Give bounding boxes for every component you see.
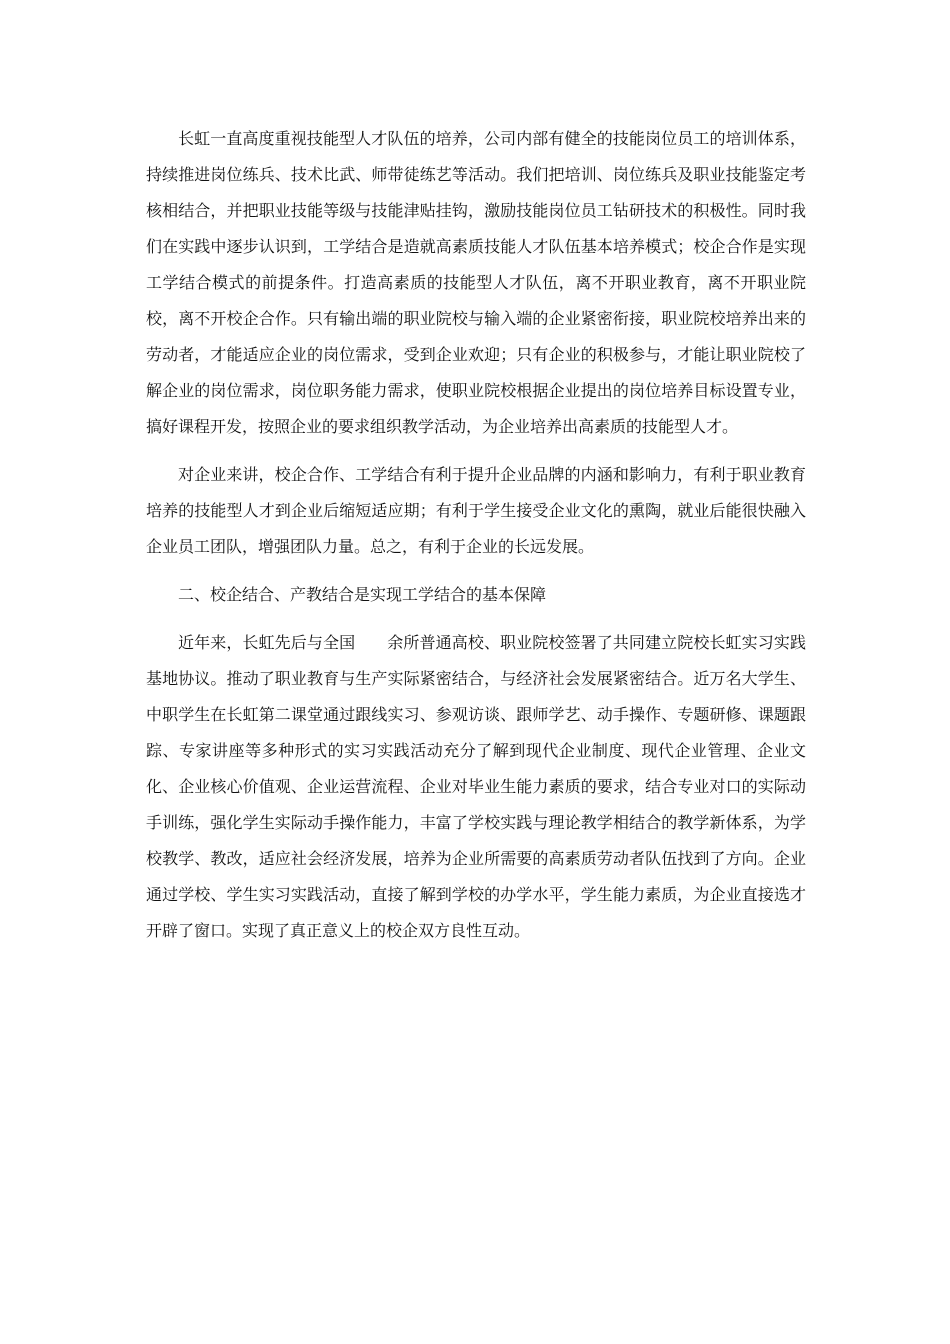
paragraph-text-after-gap: 余所普通高校、职业院校签署了共同建立院校长虹实习实践基地协议。推动了职业教育与生产实际紧密结合，与经济社会发展紧密结合。近万名大学生、中职学生在长虹第二课堂通过跟线实习、参观访谈、跟师学艺、动手操作、专题研修、课题跟踪、专家讲座等多种形式的实习实践活动充分了解到现代企业制度、现代企业管理、企业文化、企业核心价值观、企业运营流程、企业对毕业生能力素质的要求，结合专业对口的实际动手训练，强化学生实际动手操作能力，丰富了学校实践与理论教学相结合的教学新体系，为学校教学、教改，适应社会经济发展，培养为企业所需要的高素质劳动者队伍找到了方向。企业通过学校、学生实习实践活动，直接了解到学校的办学水平，学生能力素质，为企业直接选才开辟了窗口。实现了真正意义上的校企双方良性互动。 [146, 633, 806, 940]
paragraph-enterprise-benefits: 对企业来讲，校企合作、工学结合有利于提升企业品牌的内涵和影响力，有利于职业教育培养的技能型人才到企业后缩短适应期；有利于学生接受企业文化的熏陶，就业后能很快融入企业员工团队，增强团队力量。总之，有利于企业的长远发展。 [146, 465, 806, 556]
document-body [146, 121, 806, 949]
paragraph-text-before-gap: 近年来，长虹先后与全国 [178, 633, 356, 652]
paragraph-talent-training: 长虹一直高度重视技能型人才队伍的培养，公司内部有健全的技能岗位员工的培训体系，持续推进岗位练兵、技术比武、师带徒练艺等活动。我们把培训、岗位练兵及职业技能鉴定考核相结合，并把职业技能等级与技能津贴挂钩，激励技能岗位员工钻研技术的积极性。同时我们在实践中逐步认识到，工学结合是造就高素质技能人才队伍基本培养模式；校企合作是实现工学结合模式的前提条件。打造高素质的技能型人才队伍，离不开职业教育，离不开职业院校，离不开校企合作。只有输出端的职业院校与输入端的企业紧密衔接，职业院校培养出来的劳动者，才能适应企业的岗位需求，受到企业欢迎；只有企业的积极参与，才能让职业院校了解企业的岗位需求，岗位职务能力需求，使职业院校根据企业提出的岗位培养目标设置专业，搞好课程开发，按照企业的要求组织教学活动，为企业培养出高素质的技能型人才。 [146, 129, 806, 436]
section-heading: 二、校企结合、产教结合是实现工学结合的基本保障 [178, 585, 547, 604]
paragraph-practice-bases [146, 625, 806, 949]
